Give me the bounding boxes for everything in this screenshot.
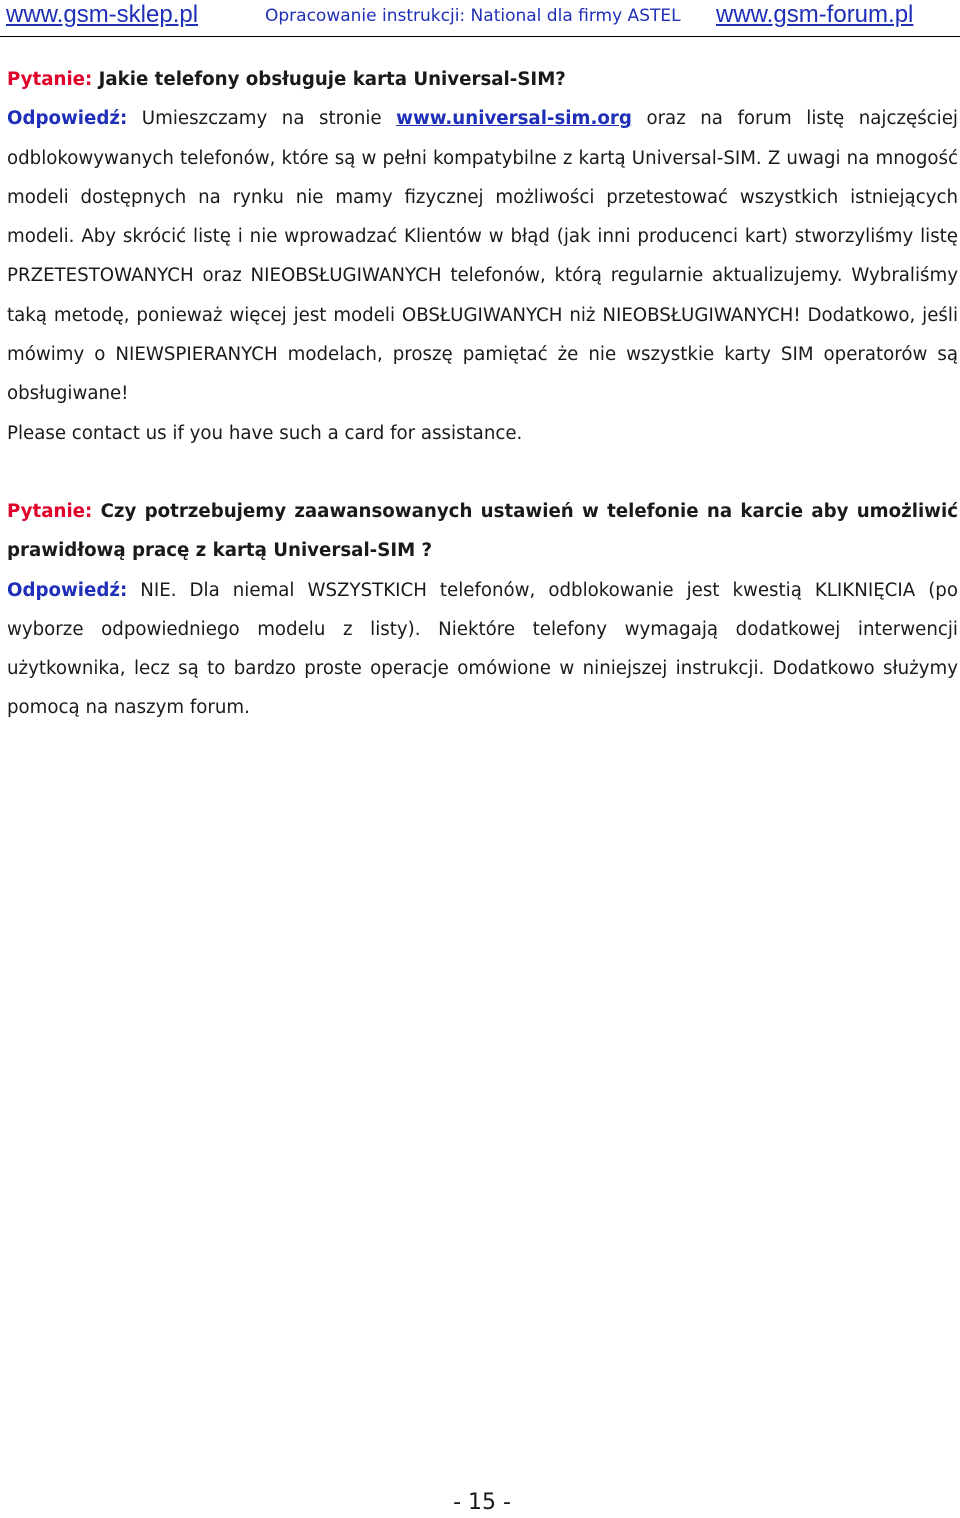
faq-question-2 [7, 492, 958, 571]
question-text: Jakie telefony obsługuje karta Universal-SIM? [98, 69, 566, 90]
faq-answer-1 [7, 99, 958, 413]
answer-text-body: oraz na forum listę najczęściej odblokowywanych telefonów, które są w pełni kompatybilne z kartą Universal-SIM. Z uwagi na mnogość modeli dostępnych na rynku nie mamy fizycznej możliwości przetestować wszystkich istniejących modeli. Aby skrócić listę i nie wprowadzać Klientów w błąd (jak inni producenci kart) stworzyliśmy listę PRZETESTOWANYCH oraz NIEOBSŁUGIWANYCH telefonów, którą regularnie aktualizujemy. Wybraliśmy taką metodę, ponieważ więcej jest modeli OBSŁUGIWANYCH niż NIEOBSŁUGIWANYCH! Dodatkowo, jeśli mówimy o NIEWSPIERANYCH modelach, proszę pamiętać że nie wszystkie karty SIM operatorów są obsługiwane! [7, 108, 958, 405]
faq-question-1 [7, 60, 958, 99]
question-label: Pytanie: [7, 69, 93, 90]
answer-text: NIE. Dla niemal WSZYSTKICH telefonów, odblokowanie jest kwestią KLIKNIĘCIA (po wyborze odpowiedniego modelu z listy). Niektóre telefony wymagają dodatkowej interwencji użytkownika, lecz są to bardzo proste operacje omówione w niniejszej instrukcji. Dodatkowo służymy pomocą na naszym forum. [7, 579, 958, 719]
header-link-gsm-forum[interactable]: www.gsm-forum.pl [716, 1, 914, 28]
question-text: Czy potrzebujemy zaawansowanych ustawień w telefonie na karcie aby umożliwić prawidłową pracę z kartą Universal-SIM ? [7, 500, 958, 562]
faq-answer-2 [7, 571, 958, 728]
section-spacer [7, 453, 958, 492]
header-title: Opracowanie instrukcji: National dla firmy ASTEL [265, 6, 681, 26]
page-number: - 15 - [453, 1490, 511, 1515]
answer-text-intro: Umieszczamy na stronie [141, 108, 382, 130]
faq-answer-1-extra: Please contact us if you have such a card for assistance. [7, 422, 523, 444]
page-header [0, 0, 960, 37]
question-label: Pytanie: [7, 500, 93, 522]
document-body [7, 60, 958, 728]
universal-sim-link[interactable]: www.universal-sim.org [396, 108, 632, 130]
header-link-gsm-sklep[interactable]: www.gsm-sklep.pl [6, 1, 199, 28]
answer-label: Odpowiedź: [7, 108, 128, 130]
answer-label: Odpowiedź: [7, 579, 128, 601]
